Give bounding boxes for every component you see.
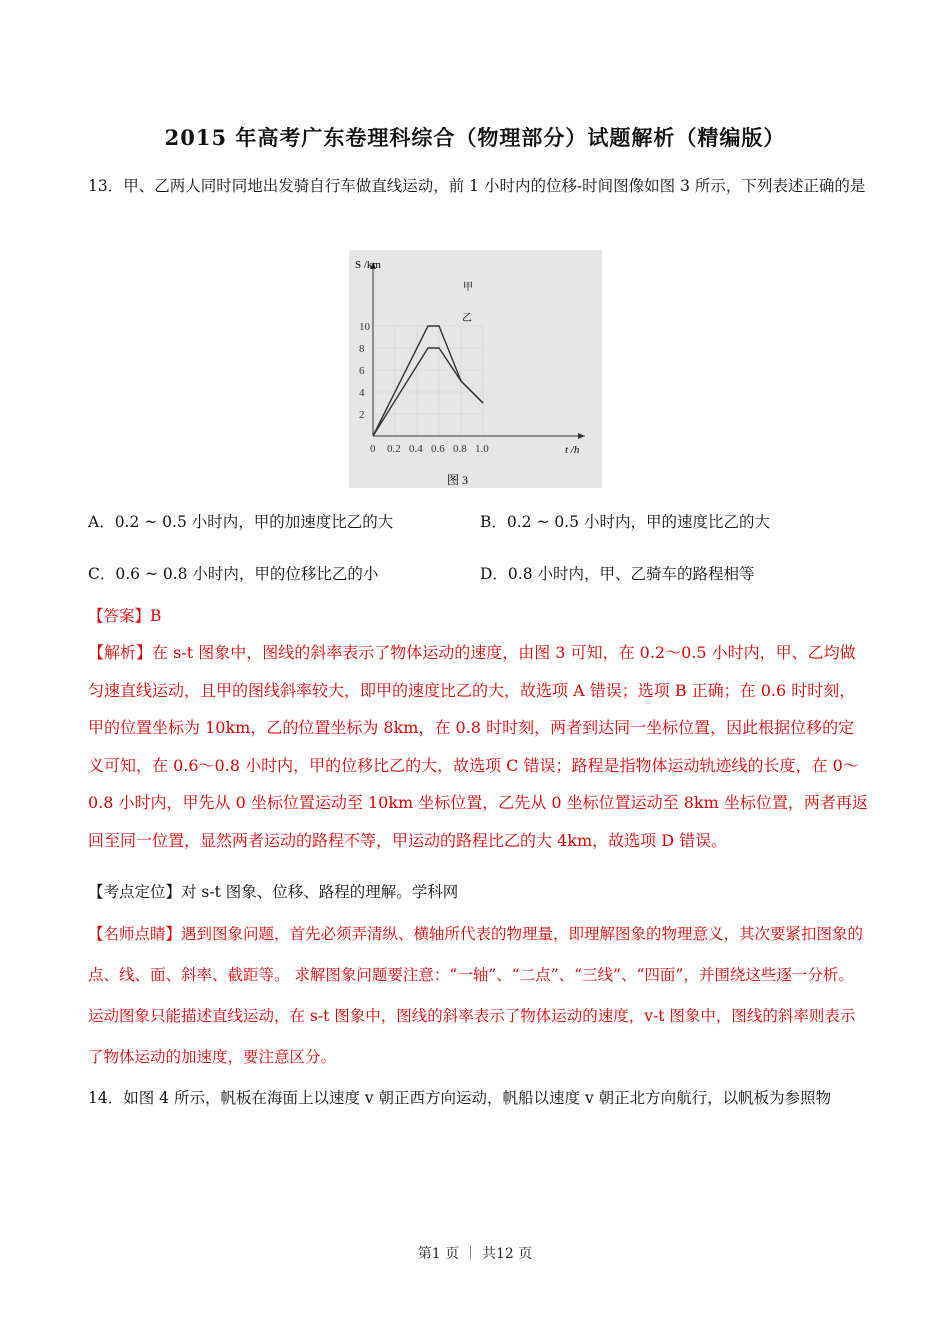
series-line-jia bbox=[373, 326, 483, 436]
grid bbox=[373, 326, 483, 436]
question-13-text: 13．甲、乙两人同时同地出发骑自行车做直线运动，前 1 小时内的位移-时间图像如图 3 所示，下列表述正确的是 bbox=[88, 177, 866, 195]
option-c: C．0.6 ~ 0.8 小时内，甲的位移比乙的小 bbox=[88, 565, 379, 583]
dianjing-text: 【名师点睛】遇到图象问题，首先必须弄清纵、横轴所代表的物理量，即理解图象的物理意义，其次要紧扣图象的点、线、面、斜率、截距等。 求解图象问题要注意：“一轴”、“二点”、“三线”、“四面”，并围绕这些逐一分析。 运动图象只能描述直线运动，在 s-t 图象中，图线的斜率表示了物体运动的速度，v-t 图象中，图线的斜率则表示了物体运动的加速度，要注意区分。 bbox=[88, 925, 864, 1066]
figure-caption: 图 3 bbox=[447, 473, 469, 487]
answer-label: 【答案】B bbox=[88, 607, 162, 625]
x-tick-label: 0.2 bbox=[387, 443, 401, 455]
analysis-text: 【解析】在 s-t 图象中，图线的斜率表示了物体运动的速度，由图 3 可知，在 0.2～0.5 小时内，甲、乙均做匀速直线运动，且甲的图线斜率较大，即甲的速度比乙的大，故选项 A 错误；选项 B 正确；在 0.6 时时刻，甲的位置坐标为 10km，乙的位置坐标为 8km，在 0.8 时时刻，两者到达同一坐标位置，因此根据位移的定义可知，在 0.6～0.8 小时内，甲的位移比乙的大，故选项 C 错误；路程是指物体运动轨迹线的长度，在 0～0.8 小时内，甲先从 0 坐标位置运动至 10km 坐标位置，乙先从 0 坐标位置运动至 8km 坐标位置，两者再返回至同一位置，显然两者运动的路程不等，甲运动的路程比乙的大 4km，故选项 D 错误。 bbox=[88, 643, 868, 850]
x-axis-arrow bbox=[578, 433, 585, 439]
y-tick-label: 6 bbox=[359, 365, 365, 377]
y-tick-label: 2 bbox=[359, 409, 365, 421]
y-tick-label: 8 bbox=[359, 343, 365, 355]
option-b: B．0.2 ~ 0.5 小时内，甲的速度比乙的大 bbox=[480, 513, 770, 531]
page-footer: 第1 页 ｜ 共12 页 bbox=[417, 1246, 533, 1262]
series-label-jia: 甲 bbox=[463, 282, 473, 293]
st-graph bbox=[349, 250, 602, 488]
y-tick-label: 10 bbox=[359, 321, 370, 333]
y-axis-label: S /km bbox=[355, 259, 381, 271]
kaodian-text: 【考点定位】对 s-t 图象、位移、路程的理解。学科网 bbox=[88, 883, 459, 901]
figure-3 bbox=[349, 250, 602, 488]
x-tick-labels bbox=[370, 443, 489, 455]
option-d: D．0.8 小时内，甲、乙骑车的路程相等 bbox=[480, 565, 755, 583]
x-tick-label: 0.8 bbox=[453, 443, 467, 455]
option-a: A．0.2 ~ 0.5 小时内，甲的加速度比乙的大 bbox=[88, 513, 394, 531]
question-14-text: 14．如图 4 所示，帆板在海面上以速度 v 朝正西方向运动，帆船以速度 v 朝正北方向航行，以帆板为参照物 bbox=[88, 1089, 832, 1107]
x-tick-label: 0.6 bbox=[431, 443, 445, 455]
page-title: 2015 年高考广东卷理科综合（物理部分）试题解析（精编版） bbox=[164, 125, 786, 150]
x-tick-label: 0.4 bbox=[409, 443, 423, 455]
x-tick-label: 0 bbox=[370, 443, 376, 455]
series-lines bbox=[373, 326, 483, 436]
y-tick-label: 4 bbox=[359, 387, 365, 399]
y-tick-labels bbox=[359, 321, 371, 421]
axes bbox=[370, 262, 585, 439]
x-axis-label: t /h bbox=[565, 444, 580, 456]
series-label-yi: 乙 bbox=[462, 313, 472, 324]
x-tick-label: 1.0 bbox=[475, 443, 489, 455]
